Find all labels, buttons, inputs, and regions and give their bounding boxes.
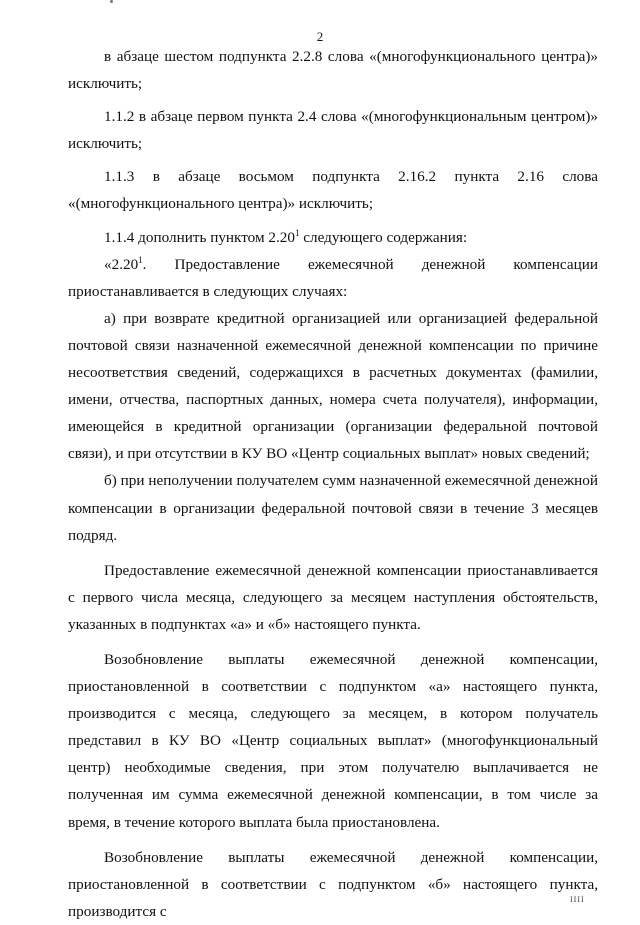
paragraph-case-b: б) при неполучении получателем сумм назначенной ежемесячной денежной компенсации в организации федеральной почтовой связи в течение 3 месяцев подряд. bbox=[68, 472, 598, 544]
paragraph-1-1-3: 1.1.3 в абзаце восьмом подпункта 2.16.2 пункта 2.16 слова «(многофункционального центра)» исключить; bbox=[68, 168, 598, 213]
paragraph-1-1-4-text: 1.1.4 дополнить пунктом 2.20 bbox=[104, 228, 295, 246]
page-number: 2 bbox=[316, 29, 324, 44]
paragraph-suspension-start: Предоставление ежемесячной денежной компенсации приостанавливается с первого числа месяца, следующего за месяцем наступления обстоятельств, указанных в подпунктах «а» и «б» настоящего пункта. bbox=[68, 561, 598, 633]
paragraph-1-1-2: 1.1.2 в абзаце первом пункта 2.4 слова «(многофункциональным центром)» исключить; bbox=[68, 108, 598, 153]
paragraph-1-1-4 bbox=[68, 224, 598, 251]
paragraph-2-2-8: в абзаце шестом подпункта 2.2.8 слова «(многофункционального центра)» исключить; bbox=[68, 48, 598, 93]
paragraph-2-20-1-superscript: 1 bbox=[138, 254, 143, 265]
paragraph-resumption-b: Возобновление выплаты ежемесячной денежной компенсации, приостановленной в соответствии с подпунктом «б» настоящего пункта, производится с bbox=[68, 848, 598, 920]
paragraph-2-20-1-tail: . Предоставление ежемесячной денежной компенсации приостанавливается в следующих случаях: bbox=[68, 255, 598, 300]
paragraph-resumption-a: Возобновление выплаты ежемесячной денежной компенсации, приостановленной в соответствии с подпунктом «а» настоящего пункта, производится с месяца, следующего за месяцем, в котором получатель представил в КУ ВО «Центр социальных выплат» (многофункциональный центр) необходимые сведения, при этом получателю выплачивается не полученная им сумма ежемесячной денежной компенсации, в том числе за время, в течение которого выплата была приостановлена. bbox=[68, 650, 598, 831]
paragraph-2-20-1-text: «2.20 bbox=[104, 255, 139, 273]
paragraph-1-1-4-superscript: 1 bbox=[294, 227, 300, 238]
paragraph-1-1-4-tail: следующего содержания: bbox=[299, 228, 468, 246]
document-body bbox=[68, 43, 598, 925]
scan-speck bbox=[110, 0, 113, 3]
scan-footer-mark: ІІІІ bbox=[570, 895, 585, 904]
paragraph-case-a: а) при возврате кредитной организацией или организацией федеральной почтовой связи назначенной ежемесячной денежной компенсации по причине несоответствия сведений, содержащихся в расчетных документах (фамилии, имени, отчества, паспортных данных, номера счета получателя), информации, имеющейся в кредитной организации (организации федеральной почтовой связи), и при отсутствии в КУ ВО «Центр социальных выплат» новых сведений; bbox=[68, 309, 598, 463]
paragraph-2-20-1-intro bbox=[68, 251, 598, 305]
